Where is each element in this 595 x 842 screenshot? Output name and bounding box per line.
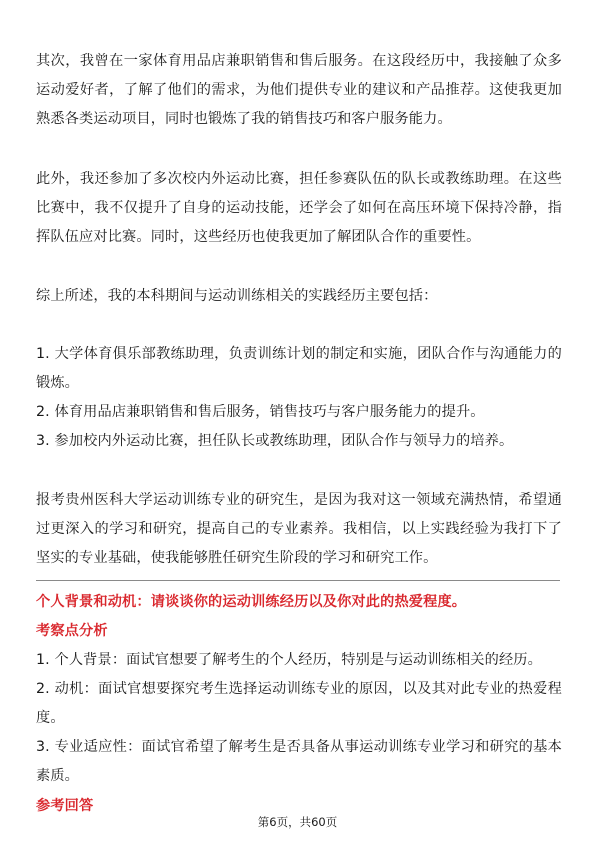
page-number-footer: 第6页，共60页 [257, 815, 338, 829]
paragraph-store-experience: 其次，我曾在一家体育用品店兼职销售和售后服务。在这段经历中，我接触了众多运动爱好者，了解了他们的需求，为他们提供专业的建议和产品推荐。这使我更加熟悉各类运动项目，同时也锻炼了我的销售技巧和客户服务能力。 [36, 53, 562, 127]
list-item-club-assistant: 1. 大学体育俱乐部教练助理，负责训练计划的制定和实施，团队合作与沟通能力的锻炼。 [36, 346, 562, 391]
analysis-item-suitability: 3. 专业适应性：面试官希望了解考生是否具备从事运动训练专业学习和研究的基本素质。 [36, 739, 562, 784]
analysis-heading: 考察点分析 [36, 623, 108, 639]
section-divider [36, 580, 560, 581]
document-page [36, 0, 562, 842]
list-item-competitions: 3. 参加校内外运动比赛，担任队长或教练助理，团队合作与领导力的培养。 [36, 433, 514, 449]
question-title: 个人背景和动机：请谈谈你的运动训练经历以及你对此的热爱程度。 [36, 594, 467, 610]
answer-heading: 参考回答 [36, 798, 94, 814]
analysis-item-motivation: 2. 动机：面试官想要探究考生选择运动训练专业的原因，以及其对此专业的热爱程度。 [36, 681, 562, 726]
paragraph-motivation: 报考贵州医科大学运动训练专业的研究生，是因为我对这一领域充满热情，希望通过更深入的学习和研究，提高自己的专业素养。我相信，以上实践经验为我打下了坚实的专业基础，使我能够胜任研究生阶段的学习和研究工作。 [36, 492, 562, 566]
list-item-store-sales: 2. 体育用品店兼职销售和售后服务，销售技巧与客户服务能力的提升。 [36, 404, 485, 420]
paragraph-competition-experience: 此外，我还参加了多次校内外运动比赛，担任参赛队伍的队长或教练助理。在这些比赛中，我不仅提升了自身的运动技能，还学会了如何在高压环境下保持冷静，指挥队伍应对比赛。同时，这些经历也使我更加了解团队合作的重要性。 [36, 171, 562, 245]
paragraph-summary-intro: 综上所述，我的本科期间与运动训练相关的实践经历主要包括： [36, 288, 438, 304]
analysis-item-background: 1. 个人背景：面试官想要了解考生的个人经历，特别是与运动训练相关的经历。 [36, 652, 542, 668]
